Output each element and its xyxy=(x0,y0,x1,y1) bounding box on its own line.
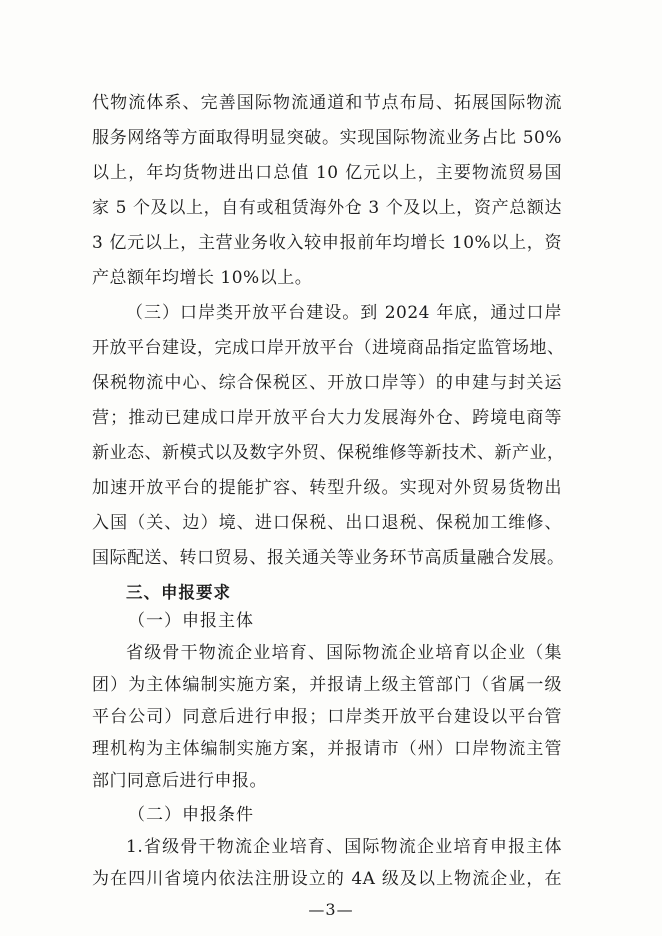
para2-line-1: （三）口岸类开放平台建设。到 2024 年底，通过口岸 xyxy=(126,303,562,323)
para3-line-3: 平台公司）同意后进行申报；口岸类开放平台建设以平台管 xyxy=(92,707,562,727)
subsection-heading-1: （一）申报主体 xyxy=(128,611,254,631)
para1-line-1: 代物流体系、完善国际物流通道和节点布局、拓展国际物流 xyxy=(92,93,562,113)
para2-line-5: 新业态、新模式以及数字外贸、保税维修等新技术、新产业， xyxy=(92,443,565,463)
para1-line-4: 家 5 个及以上，自有或租赁海外仓 3 个及以上，资产总额达 xyxy=(92,198,562,218)
para4-line-1: 1.省级骨干物流企业培育、国际物流企业培育申报主体 xyxy=(126,837,562,857)
para1-line-3: 以上，年均货物进出口总值 10 亿元以上，主要物流贸易国 xyxy=(92,163,562,183)
para3-line-2: 团）为主体编制实施方案，并报请上级主管部门（省属一级 xyxy=(92,675,562,695)
para1-line-6: 产总额年均增长 10%以上。 xyxy=(92,268,313,288)
para2-line-8: 国际配送、转口贸易、报关通关等业务环节高质量融合发展。 xyxy=(92,548,565,568)
para2-line-3: 保税物流中心、综合保税区、开放口岸等）的申建与封关运 xyxy=(92,373,562,393)
section-heading: 三、申报要求 xyxy=(126,583,231,602)
subsection-heading-2: （二）申报条件 xyxy=(128,805,254,825)
page-number: —3— xyxy=(308,900,354,919)
para3-line-5: 部门同意后进行申报。 xyxy=(92,771,267,791)
para1-line-2: 服务网络等方面取得明显突破。实现国际物流业务占比 50% xyxy=(92,128,562,148)
para4-line-2: 为在四川省境内依法注册设立的 4A 级及以上物流企业，在 xyxy=(92,869,562,889)
para2-line-2: 开放平台建设，完成口岸开放平台（进境商品指定监管场地、 xyxy=(92,338,565,358)
para2-line-6: 加速开放平台的提能扩容、转型升级。实现对外贸易货物出 xyxy=(92,478,562,498)
para3-line-4: 理机构为主体编制实施方案，并报请市（州）口岸物流主管 xyxy=(92,739,562,759)
para3-line-1: 省级骨干物流企业培育、国际物流企业培育以企业（集 xyxy=(126,643,562,663)
para2-line-4: 营；推动已建成口岸开放平台大力发展海外仓、跨境电商等 xyxy=(92,408,562,428)
para2-line-7: 入国（关、边）境、进口保税、出口退税、保税加工维修、 xyxy=(92,513,562,533)
para1-line-5: 3 亿元以上，主营业务收入较申报前年均增长 10%以上，资 xyxy=(92,233,562,253)
